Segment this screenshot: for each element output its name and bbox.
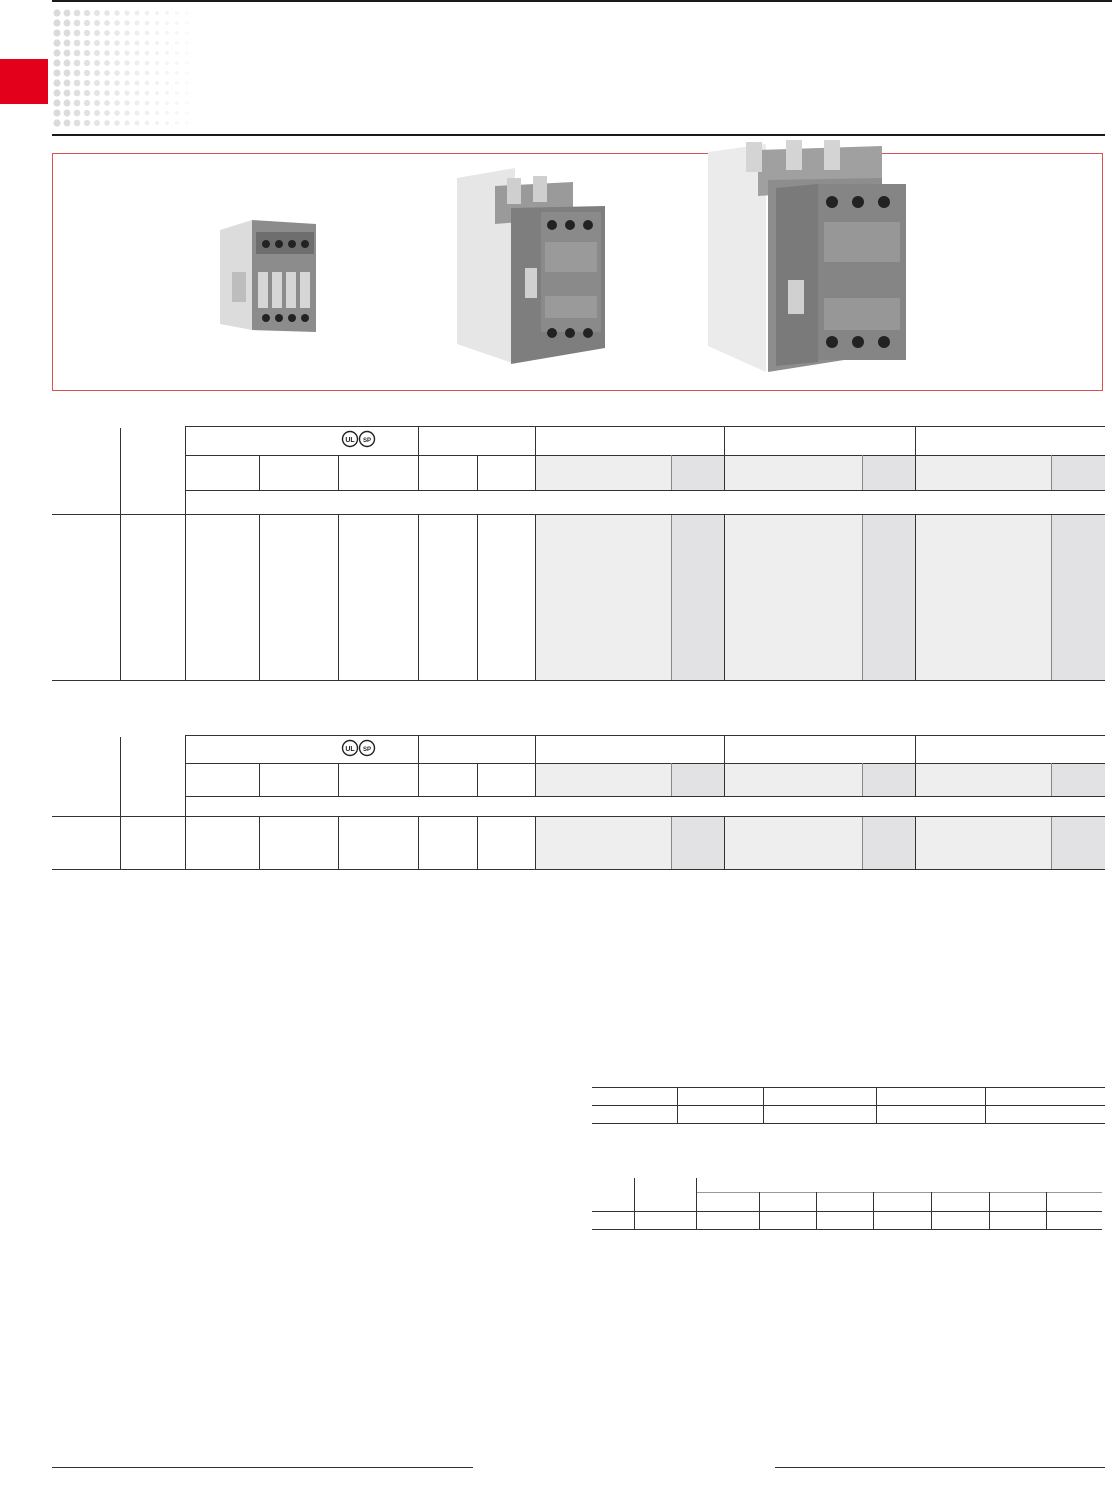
- ul-csa-mark-icon: [340, 430, 380, 448]
- footer-rule-left: [52, 1467, 473, 1468]
- svg-text:SP: SP: [362, 747, 372, 753]
- svg-text:UL: UL: [345, 437, 355, 444]
- small-contactor-image: [212, 212, 322, 337]
- footer-rule-right: [775, 1467, 1105, 1468]
- large-contactor-image: [706, 140, 914, 375]
- top-rule: [52, 0, 1112, 2]
- svg-text:UL: UL: [345, 746, 355, 753]
- header-rule: [52, 134, 1105, 136]
- medium-contactor-image: [455, 168, 607, 368]
- svg-text:SP: SP: [362, 438, 372, 444]
- dot-pattern-decoration: [52, 8, 192, 130]
- section-tab: [0, 59, 48, 104]
- ul-csa-mark-icon: [340, 739, 380, 757]
